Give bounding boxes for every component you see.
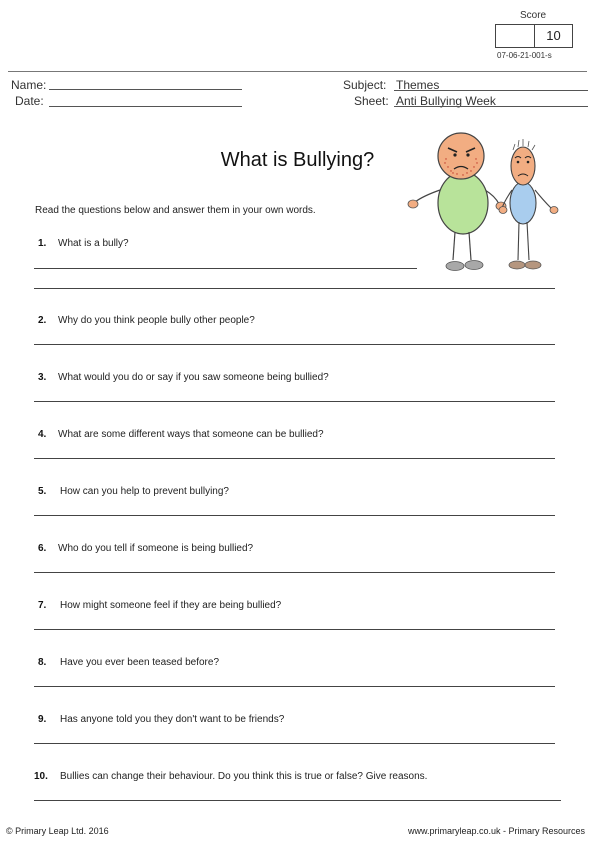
answer-1-line-2[interactable] xyxy=(34,288,555,289)
score-total: 10 xyxy=(546,28,561,43)
question-6-text: Who do you tell if someone is being bullied? xyxy=(58,543,254,554)
answer-10-line[interactable] xyxy=(34,800,561,801)
sheet-line xyxy=(394,106,588,107)
question-1-number: 1. xyxy=(38,238,47,249)
question-2-text: Why do you think people bully other people? xyxy=(58,315,255,326)
answer-8-line[interactable] xyxy=(34,686,555,687)
score-input-cell[interactable] xyxy=(496,25,535,47)
page-title: What is Bullying? xyxy=(220,149,375,171)
bully-figure-icon xyxy=(408,133,506,271)
question-4-text: What are some different ways that someone can be bullied? xyxy=(58,429,324,440)
score-label: Score xyxy=(520,10,547,21)
question-1-text: What is a bully? xyxy=(58,238,129,249)
question-5-number: 5. xyxy=(38,486,47,497)
victim-figure-icon xyxy=(499,139,558,269)
subject-label: Subject: xyxy=(343,78,387,92)
name-field[interactable] xyxy=(49,89,242,90)
footer-copyright: © Primary Leap Ltd. 2016 xyxy=(6,826,109,836)
date-field[interactable] xyxy=(49,106,242,107)
subject-line xyxy=(394,90,588,91)
question-3-number: 3. xyxy=(38,372,47,383)
sheet-label: Sheet: xyxy=(354,94,389,108)
score-box xyxy=(495,24,573,48)
question-9-text: Has anyone told you they don't want to be friends? xyxy=(60,714,285,725)
answer-3-line[interactable] xyxy=(34,401,555,402)
instructions: Read the questions below and answer them in your own words. xyxy=(35,205,316,216)
question-10-text: Bullies can change their behaviour. Do you think this is true or false? Give reasons. xyxy=(60,771,428,782)
subject-value: Themes xyxy=(396,78,440,92)
footer-website-link[interactable]: www.primaryleap.co.uk - Primary Resources xyxy=(407,826,585,836)
answer-5-line[interactable] xyxy=(34,515,555,516)
question-4-number: 4. xyxy=(38,429,47,440)
question-7-number: 7. xyxy=(38,600,47,611)
question-8-text: Have you ever been teased before? xyxy=(60,657,219,668)
answer-2-line[interactable] xyxy=(34,344,555,345)
question-7-text: How might someone feel if they are being bullied? xyxy=(60,600,282,611)
question-9-number: 9. xyxy=(38,714,47,725)
sheet-code: 07-06-21-001-s xyxy=(497,51,552,60)
question-10-number: 10. xyxy=(34,771,48,782)
bully-illustration xyxy=(405,128,570,278)
question-6-number: 6. xyxy=(38,543,47,554)
sheet-value: Anti Bullying Week xyxy=(396,94,496,108)
question-8-number: 8. xyxy=(38,657,47,668)
header-divider xyxy=(8,71,587,72)
date-label: Date: xyxy=(15,94,44,108)
answer-1-line-1[interactable] xyxy=(34,268,417,269)
name-label: Name: xyxy=(11,78,47,92)
question-2-number: 2. xyxy=(38,315,47,326)
answer-4-line[interactable] xyxy=(34,458,555,459)
answer-7-line[interactable] xyxy=(34,629,555,630)
question-5-text: How can you help to prevent bullying? xyxy=(60,486,229,497)
question-3-text: What would you do or say if you saw someone being bullied? xyxy=(58,372,329,383)
answer-9-line[interactable] xyxy=(34,743,555,744)
answer-6-line[interactable] xyxy=(34,572,555,573)
